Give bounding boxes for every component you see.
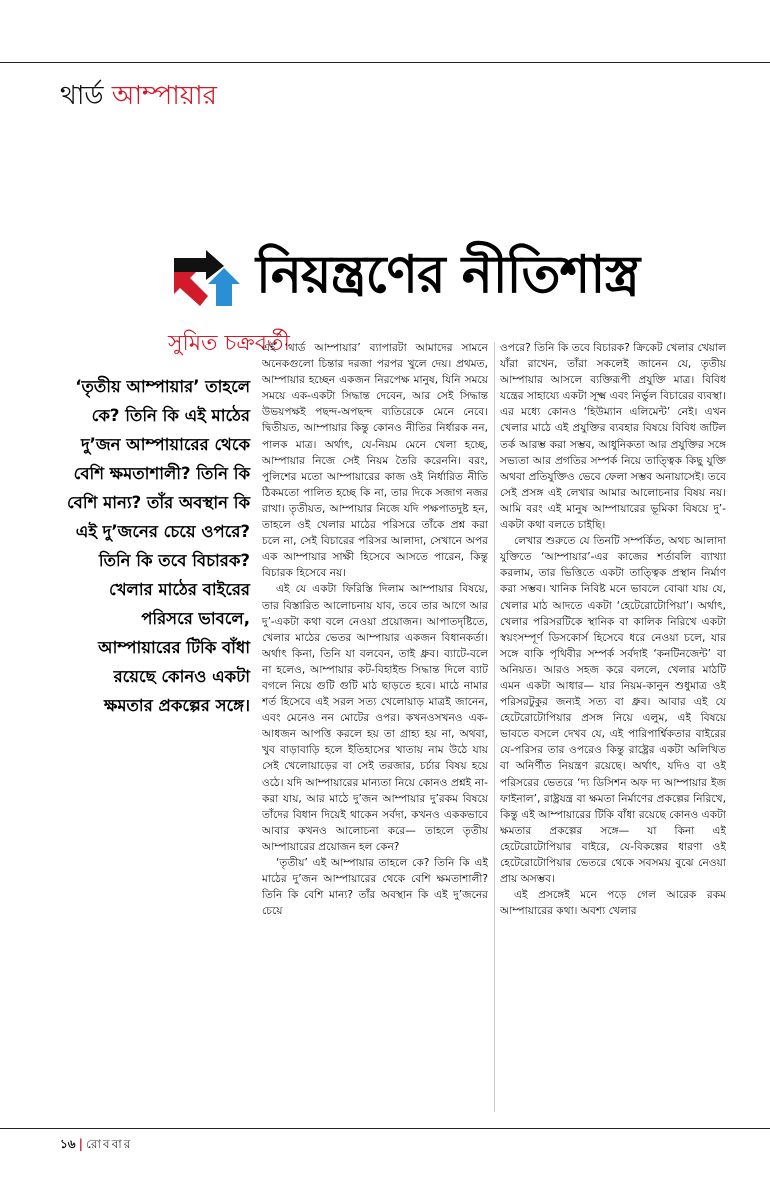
- paragraph: এই যে একটা ফিরিস্তি দিলাম আম্পায়ার বিষয়ে, তার বিস্তারিত আলোচনায় যাব, তবে তার আগে আর দু’-একটা কথা বলে নেওয়া প্রয়োজন। আপাতদৃষ্টিতে, খেলার মাঠের ভেতর আম্পায়ার একজন বিধানকর্তা। অর্থাৎ কিনা, তিনি যা বলবেন, তাই ধ্রুব। ব্যাটে-বলে না হলেও, আম্পায়ার কট-বিহাইন্ড সিদ্ধান্ত দিলে ব্যাট বগলে নিয়ে গুটি গুটি মাঠ ছাড়তে হবে। মাঠে নামার শর্ত হিসেবে এই সরল সত্য খেলোয়াড় মাত্রই জানেন, এবং মেনেও নন মোটের ওপর। কখনওসখনও এক-আধজন আপত্তি করলে হয় তা গ্রাহ্য হয় না, অথবা, খুব বাড়াবাড়ি হলে ইতিহাসের খাতায় নাম উঠে যায় সেই খেলোয়াড়ের বা সেই তরজার, চর্চার বিষয় হয়ে ওঠে। যদি আম্পায়ারের মান্যতা নিয়ে কোনও প্রশ্নই না-করা যায়, আর মাঠে দু’জন আম্পায়ার দু’রকম বিষয়ে তাঁদের বিধান দিয়েই থাকেন সর্বদা, কখনও এককভাবে আবার কখনও আলোচনা করে— তাহলে তৃতীয় আম্পায়ারের প্রয়োজন হল কেন?: [262, 583, 488, 853]
- author-byline: সুমিত চক্রবর্তী: [168, 331, 290, 356]
- paragraph: ‘তৃতীয়’ এই আম্পায়ার তাহলে কে? তিনি কি এই মাঠের দু’জন আম্পায়ারের থেকে বেশি ক্ষমতাশালী? তিনি কি বেশি মান্য? তাঁর অবস্থান কি এই দু’জনের চেয়ে: [262, 857, 488, 918]
- bottom-rule: [0, 1128, 770, 1129]
- article-column-2: [500, 340, 726, 1115]
- top-rule: [0, 62, 770, 63]
- three-arrows-logo-icon: [170, 248, 244, 308]
- paragraph: এই প্রসঙ্গেই মনে পড়ে গেল আরেক রকম আম্পায়ারের কথা। অবশ্য খেলার: [500, 889, 726, 918]
- page-number: ১৬: [60, 1137, 76, 1151]
- footer-separator: |: [78, 1137, 83, 1151]
- headline: নিয়ন্ত্রণের নীতিশাস্ত্র: [256, 245, 640, 305]
- paragraph: ওপরে? তিনি কি তবে বিচারক? ক্রিকেট খেলার খেয়াল যাঁরা রাখেন, তাঁরা সকলেই জানেন যে, তৃতীয় আম্পায়ার আসলে ব্যক্তিরূপী প্রযুক্তি মাত্র। বিবিধ যন্ত্রের সাহায্যে একটা সূক্ষ্ম এবং নির্ভুল বিচারের ব্যবস্থা। এর মধ্যে কোনও ‘হিউম্যান এলিমেন্ট’ নেই। এখন খেলার মাঠে এই প্রযুক্তির ব্যবহার বিষয়ে বিবিধ জটিল তর্ক আরম্ভ করা সম্ভব, আধুনিকতা আর প্রযুক্তির সঙ্গে সভ্যতা আর প্রগতির সম্পর্ক নিয়ে তাত্ত্বিক কিছু যুক্তি অথবা প্রতিযুক্তিও ভেবে ফেলা সম্ভব অনায়াসেই। তবে সেই প্রসঙ্গ এই লেখার আমার আলোচনার বিষয় নয়। আমি বরং এই মানুষ আম্পায়ারের ভূমিকা বিষয়ে দু’-একটা কথা বলতে চাইছি।: [500, 342, 726, 532]
- section-title-word1: থার্ড: [60, 81, 104, 111]
- paragraph: এই ‘থার্ড আম্পায়ার’ ব্যাপারটা আমাদের সামনে অনেকগুলো চিন্তার দরজা পরপর খুলে দেয়। প্রথমত, আম্পায়ার হচ্ছেন একজন নিরপেক্ষ মানুষ, যিনি সময়ে সময়ে এক-একটা সিদ্ধান্ত দেবেন, আর সেই সিদ্ধান্ত উভয়পক্ষই পছন্দ-অপছন্দ ব্যতিরেকে মেনে নেবে। দ্বিতীয়ত, আম্পায়ার কিন্তু কোনও নীতির নির্ধারক নন, পালক মাত্র। অর্থাৎ, যে-নিয়ম মেনে খেলা হচ্ছে, আম্পায়ার নিজে সেই নিয়ম তৈরি করেননি। বরং, পুলিশের মতো আম্পায়ারের কাজ ওই নির্ধারিত নীতি ঠিকমতো পালিত হচ্ছে কি না, তার দিকে সজাগ নজর রাখা। তৃতীয়ত, আম্পায়ার নিজে যদি পক্ষপাতদুষ্ট হন, তাহলে ওই খেলার মাঠের পরিসরে তাঁকে প্রশ্ন করা চলে না, সেই বিচারের পরিসর আলাদা, সেখানে অপর এক আম্পায়ার সাক্ষী হিসেবে আসতে পারেন, কিন্তু বিচারক হিসেবে নয়।: [262, 342, 488, 580]
- section-title: [60, 78, 217, 114]
- section-title-word2: আম্পায়ার: [111, 81, 217, 111]
- magazine-name: রোববার: [85, 1137, 133, 1151]
- column-divider: [494, 342, 495, 1112]
- page-footer: [60, 1135, 132, 1153]
- paragraph: লেখার শুরুতে যে তিনটি সম্পর্কিত, অথচ আলাদা যুক্তিতে ‘আম্পায়ার’-এর কাজের শর্তাবলি ব্যাখ্যা করলাম, তার ভিত্তিতে একটা তাত্ত্বিক প্রস্থান নির্মাণ করা সম্ভব। খানিক নিবিষ্ট মনে ভাবলে বোঝা যায় যে, খেলার মাঠ আদতে একটা ‘হেটেরোটোপিয়া’। অর্থাৎ, খেলার পরিসরটিকে স্থানিক বা কালিক নিরিখে একটা স্বয়ংসম্পূর্ণ ডিসকোর্স হিসেবে ধরে নেওয়া চলে, যার সঙ্গে বাকি পৃথিবীর সম্পর্ক সর্বদাই ‘কনটিনজেন্ট’ বা অনিয়ত। আরও সহজ করে বললে, খেলার মাঠটি এমন একটা আধার— যার নিয়ম-কানুন শুধুমাত্র ওই পরিসরটুকুর জন্যই সত্য বা ধ্রুব। আবার এই যে হেটেরোটোপিয়ার প্রসঙ্গ নিয়ে এলুম, এই বিষয়ে ভাবতে বসলে দেখব যে, এই পারিপার্শ্বিকতার বাইরের যে-পরিসর তার ওপরেও কিন্তু রাষ্ট্রের একটা অলিখিত বা অনির্ণীত নিয়ন্ত্রণ রয়েছে। অর্থাৎ, যদিও বা ওই পরিসরের ভেতরে ‘দ্য ডিসিশন অফ দ্য আম্পায়ার ইজ ফাইনাল’, রাষ্ট্রযন্ত্র বা ক্ষমতা নির্মাণের প্রকল্পের নিরিখে, কিন্তু এই আম্পায়ারের টিকি বাঁধা রয়েছে কোনও একটা ক্ষমতার প্রকল্পের সঙ্গে— যা কিনা এই হেটেরোটোপিয়ার বাইরে, যে-বিকল্পের ধারণা ওই হেটেরোটোপিয়ার ভেতরে থেকে সবসময় বুঝে নেওয়া প্রায় অসম্ভব।: [500, 535, 726, 886]
- pull-quote: ‘তৃতীয় আম্পায়ার’ তাহলে কে? তিনি কি এই মাঠের দু’জন আম্পায়ারের থেকে বেশি ক্ষমতাশালী? তিনি কি বেশি মান্য? তাঁর অবস্থান কি এই দু’জনের চেয়ে ওপরে? তিনি কি তবে বিচারক? খেলার মাঠের বাইরের পরিসরে ভাবলে, আম্পায়ারের টিকি বাঁধা রয়েছে কোনও একটা ক্ষমতার প্রকল্পের সঙ্গে।: [66, 377, 250, 715]
- article-column-1: [262, 340, 488, 1115]
